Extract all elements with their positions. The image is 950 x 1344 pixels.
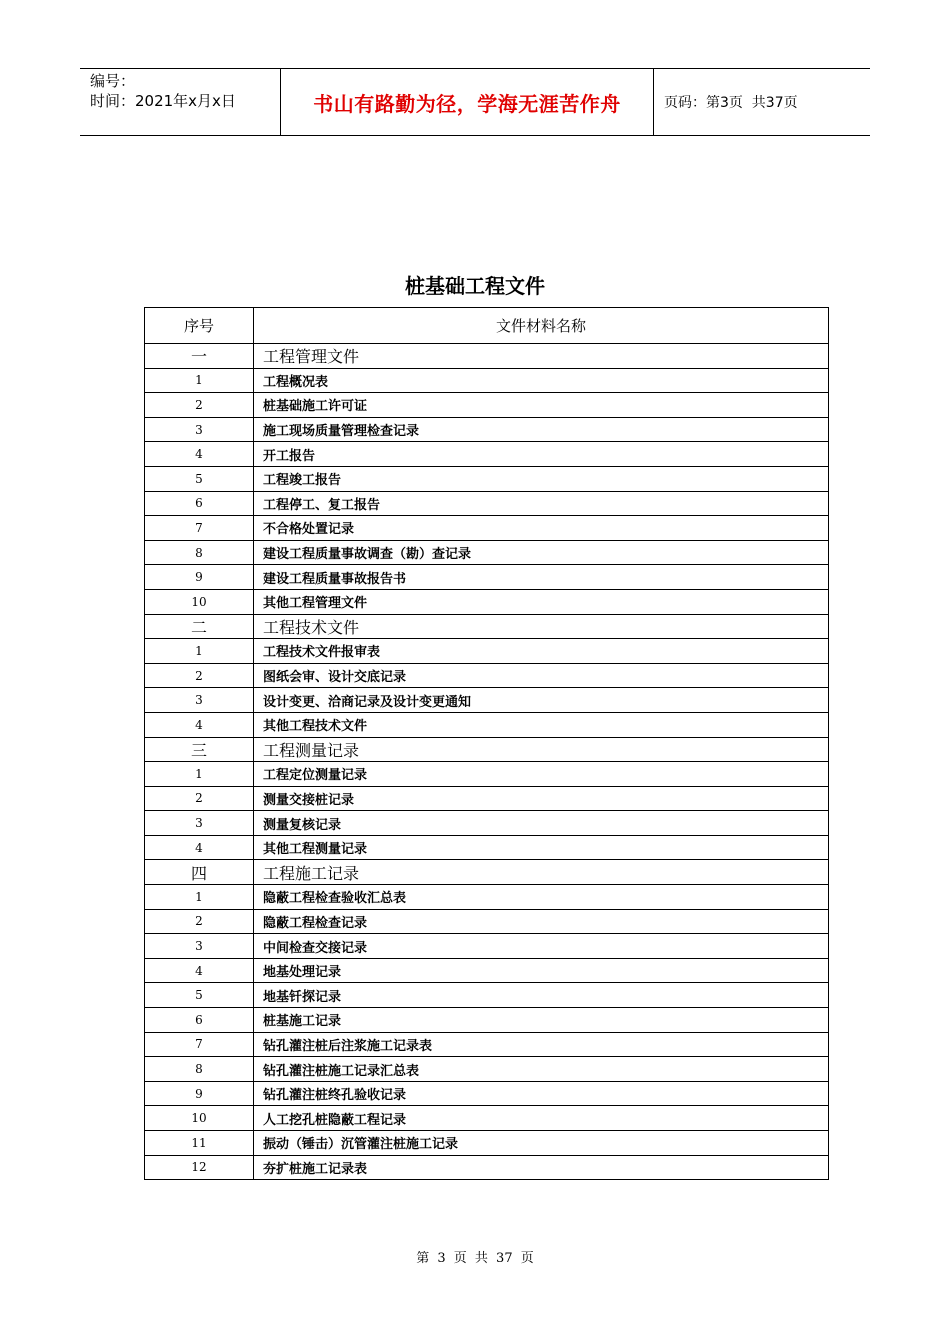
row-number: 12 [145,1155,254,1180]
file-list-table [144,307,829,1180]
row-file-name: 工程竣工报告 [254,466,829,491]
row-number: 3 [145,417,254,442]
table-row [145,516,829,541]
row-number: 3 [145,934,254,959]
table-row [145,835,829,860]
table-row [145,1155,829,1180]
row-number: 10 [145,1106,254,1131]
table-row [145,1106,829,1131]
row-number: 10 [145,589,254,614]
row-file-name: 其他工程测量记录 [254,835,829,860]
table-row [145,712,829,737]
header-time-label: 时间：2021年x月x日 [90,92,236,110]
row-file-name: 中间检查交接记录 [254,934,829,959]
table-row [145,663,829,688]
row-file-name: 钻孔灌注桩后注浆施工记录表 [254,1032,829,1057]
table-row [145,417,829,442]
table-row [145,958,829,983]
row-file-name: 工程管理文件 [254,344,829,369]
row-file-name: 工程定位测量记录 [254,762,829,787]
row-number: 2 [145,786,254,811]
row-number: 1 [145,639,254,664]
table-section-row [145,614,829,639]
row-number: 4 [145,442,254,467]
table-row [145,1008,829,1033]
row-file-name: 不合格处置记录 [254,516,829,541]
row-file-name: 测量交接桩记录 [254,786,829,811]
row-file-name: 工程停工、复工报告 [254,491,829,516]
row-number: 5 [145,466,254,491]
row-file-name: 隐蔽工程检查验收汇总表 [254,885,829,910]
row-number: 11 [145,1131,254,1156]
row-file-name: 工程施工记录 [254,860,829,885]
header-number-label: 编号： [90,72,136,90]
table-section-row [145,344,829,369]
table-row [145,540,829,565]
header-motto: 书山有路勤为径，学海无涯苦作舟 [281,69,654,135]
row-number: 8 [145,1057,254,1082]
row-file-name: 图纸会审、设计交底记录 [254,663,829,688]
row-file-name: 其他工程管理文件 [254,589,829,614]
document-title: 桩基础工程文件 [405,274,545,298]
row-file-name: 设计变更、洽商记录及设计变更通知 [254,688,829,713]
row-number: 2 [145,663,254,688]
row-file-name: 工程概况表 [254,368,829,393]
table-row [145,589,829,614]
table-row [145,1032,829,1057]
table-row [145,466,829,491]
table-section-row [145,737,829,762]
row-number: 3 [145,811,254,836]
row-number: 一 [145,344,254,369]
row-file-name: 其他工程技术文件 [254,712,829,737]
table-section-row [145,860,829,885]
page-footer: 第 3 页 共 37 页 [416,1251,534,1266]
row-number: 1 [145,368,254,393]
row-file-name: 地基处理记录 [254,958,829,983]
row-number: 9 [145,565,254,590]
row-file-name: 夯扩桩施工记录表 [254,1155,829,1180]
row-file-name: 钻孔灌注桩施工记录汇总表 [254,1057,829,1082]
row-file-name: 建设工程质量事故调查（勘）查记录 [254,540,829,565]
row-number: 4 [145,835,254,860]
table-row [145,639,829,664]
table-row [145,909,829,934]
row-number: 1 [145,885,254,910]
table-row [145,762,829,787]
row-file-name: 桩基础施工许可证 [254,393,829,418]
table-row [145,983,829,1008]
table-row [145,786,829,811]
row-number: 7 [145,516,254,541]
row-number: 6 [145,491,254,516]
row-number: 3 [145,688,254,713]
table-body [145,344,829,1180]
row-number: 4 [145,958,254,983]
column-header-name: 文件材料名称 [254,308,829,344]
row-number: 5 [145,983,254,1008]
row-number: 6 [145,1008,254,1033]
row-number: 二 [145,614,254,639]
table-row [145,393,829,418]
row-file-name: 建设工程质量事故报告书 [254,565,829,590]
row-file-name: 工程技术文件报审表 [254,639,829,664]
table-header-row [145,308,829,344]
table-row [145,811,829,836]
row-file-name: 桩基施工记录 [254,1008,829,1033]
table-row [145,442,829,467]
row-number: 三 [145,737,254,762]
table-row [145,1057,829,1082]
row-file-name: 测量复核记录 [254,811,829,836]
row-file-name: 隐蔽工程检查记录 [254,909,829,934]
row-file-name: 施工现场质量管理检查记录 [254,417,829,442]
row-file-name: 工程技术文件 [254,614,829,639]
row-number: 四 [145,860,254,885]
row-number: 4 [145,712,254,737]
row-number: 9 [145,1081,254,1106]
row-number: 2 [145,909,254,934]
column-header-number: 序号 [145,308,254,344]
header-meta [80,69,281,135]
row-file-name: 开工报告 [254,442,829,467]
table-row [145,688,829,713]
table-row [145,1081,829,1106]
table-row [145,565,829,590]
row-number: 8 [145,540,254,565]
table-row [145,885,829,910]
header-page-info-text: 页码：第3页 共37页 [664,95,798,111]
row-number: 1 [145,762,254,787]
table-row [145,1131,829,1156]
header-page-info [654,69,870,135]
row-file-name: 钻孔灌注桩终孔验收记录 [254,1081,829,1106]
table-row [145,368,829,393]
row-file-name: 地基钎探记录 [254,983,829,1008]
row-file-name: 振动（锤击）沉管灌注桩施工记录 [254,1131,829,1156]
row-number: 2 [145,393,254,418]
row-file-name: 人工挖孔桩隐蔽工程记录 [254,1106,829,1131]
row-number: 7 [145,1032,254,1057]
table-row [145,934,829,959]
page-header [80,68,870,136]
row-file-name: 工程测量记录 [254,737,829,762]
table-row [145,491,829,516]
